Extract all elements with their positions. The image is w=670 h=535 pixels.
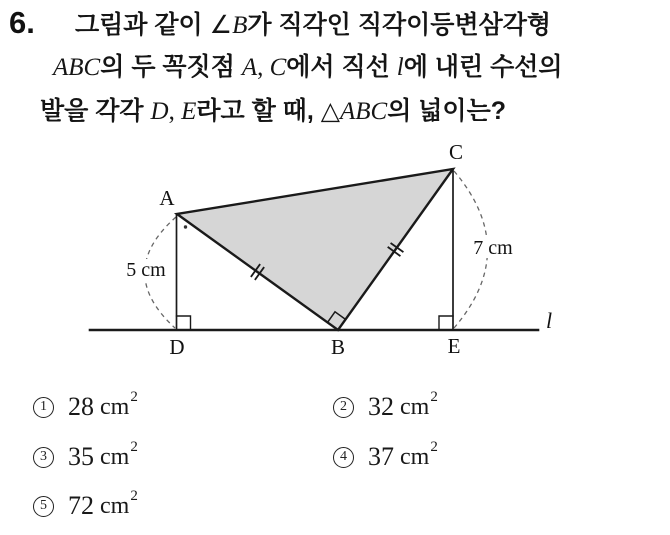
geometry-figure: [0, 135, 670, 370]
choice-5-sup: 2: [130, 487, 138, 504]
angle-dot-a: [184, 225, 187, 228]
choice-2: [333, 388, 438, 421]
choice-5-circle: 5: [33, 496, 54, 517]
label-d: D: [169, 335, 185, 359]
triangle-abc: [177, 169, 453, 330]
choice-3-unit: cm: [100, 443, 130, 470]
choice-1-unit: cm: [100, 393, 130, 420]
choice-1-value: 28: [68, 392, 94, 421]
choice-4-value: 37: [368, 442, 394, 471]
choice-3-sup: 2: [130, 438, 138, 455]
question-line-2: ABC의 두 꼭짓점 A, C에서 직선 l에 내린 수선의: [53, 53, 563, 81]
choice-1-circle: 1: [33, 397, 54, 418]
label-5cm: 5 cm: [126, 259, 166, 281]
choice-2-circle: 2: [333, 397, 354, 418]
choice-3-value: 35: [68, 442, 94, 471]
question-line-3: 발을 각각 D, E라고 할 때, △ABC의 넓이는?: [40, 97, 507, 125]
right-angle-mark-e: [439, 316, 453, 330]
choice-5: [33, 487, 138, 520]
choice-4-circle: 4: [333, 447, 354, 468]
choice-4: [333, 438, 438, 471]
choice-1: [33, 388, 138, 421]
choice-1-sup: 2: [130, 388, 138, 405]
choice-4-unit: cm: [400, 443, 430, 470]
label-line-l: l: [545, 308, 553, 333]
choice-5-unit: cm: [100, 492, 130, 519]
label-e: E: [447, 334, 461, 358]
choice-2-value: 32: [368, 392, 394, 421]
label-c: C: [448, 140, 464, 164]
choice-4-sup: 2: [430, 438, 438, 455]
question-line-1: 그림과 같이 ∠B가 직각인 직각이등변삼각형: [75, 11, 552, 39]
label-b: B: [330, 335, 346, 359]
question-number: 6.: [9, 5, 35, 40]
right-angle-mark-d: [177, 316, 191, 330]
label-a: A: [159, 186, 175, 210]
choice-3-circle: 3: [33, 447, 54, 468]
choice-3: [33, 438, 138, 471]
label-7cm: 7 cm: [473, 237, 513, 259]
choice-2-sup: 2: [430, 388, 438, 405]
choice-2-unit: cm: [400, 393, 430, 420]
choice-5-value: 72: [68, 491, 94, 520]
